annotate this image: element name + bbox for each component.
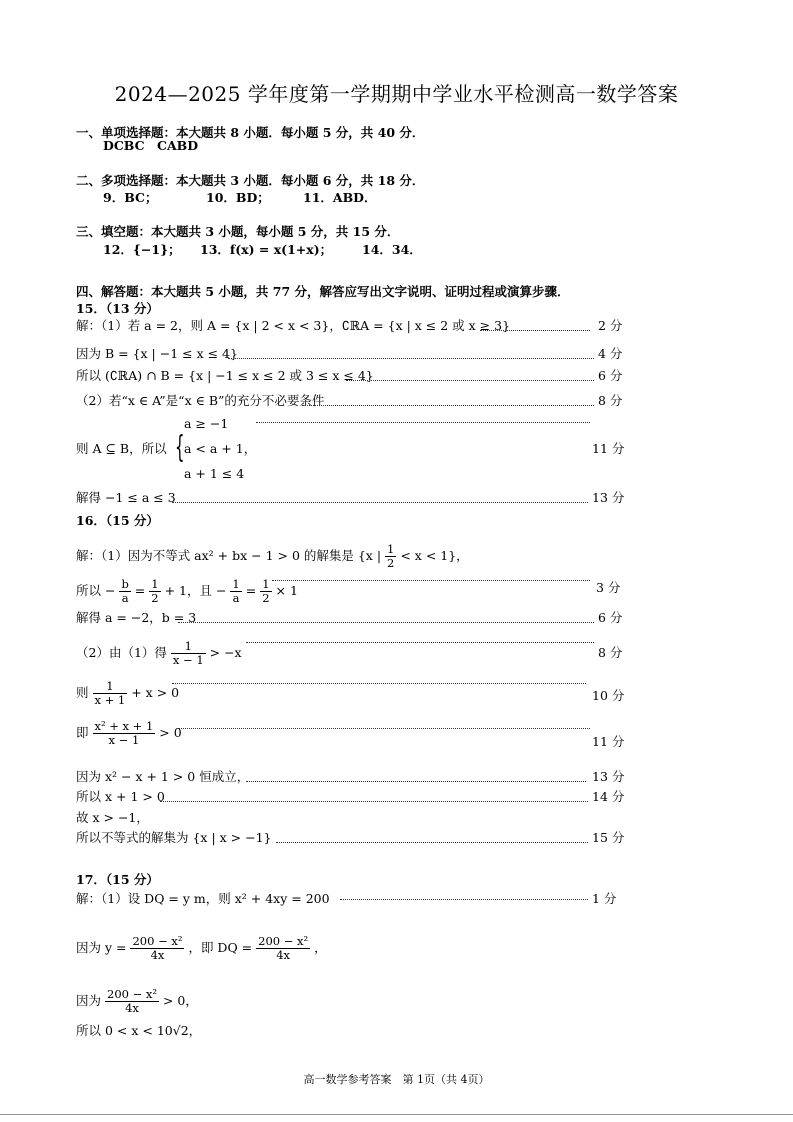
score: 13 分 bbox=[592, 490, 625, 505]
q15-heading: 15．（13 分） bbox=[76, 301, 159, 316]
text: 因为 y = bbox=[76, 940, 127, 955]
q15-line-5: 则 A ⊆ B，所以 bbox=[76, 441, 167, 456]
score: 11 分 bbox=[592, 441, 625, 456]
q17-line-4: 所以 0 < x < 10√2， bbox=[76, 1023, 202, 1038]
section-2-heading: 二、多项选择题：本大题共 3 小题．每小题 6 分，共 18 分． bbox=[76, 173, 425, 188]
numerator: b bbox=[121, 577, 129, 591]
text: 则 bbox=[76, 685, 89, 700]
numerator: 1 bbox=[93, 680, 128, 694]
leader-dots bbox=[346, 380, 594, 381]
leader-dots bbox=[178, 728, 590, 729]
text: 即 bbox=[76, 725, 89, 740]
score: 13 分 bbox=[592, 769, 625, 784]
leader-dots bbox=[172, 683, 586, 684]
numerator: 1 bbox=[171, 640, 206, 654]
leader-dots bbox=[256, 422, 590, 423]
q16-line-8: 所以 x + 1 > 0 bbox=[76, 789, 165, 804]
text: 因为 bbox=[76, 993, 102, 1008]
denominator: x − 1 bbox=[108, 733, 140, 747]
score: 8 分 bbox=[598, 393, 623, 408]
q16-line-1-text: 解：（1）因为不等式 ax² + bx − 1 > 0 的解集是 {x | bbox=[76, 548, 382, 563]
answer-13: 13．f(x) = x(1+x)； bbox=[200, 242, 333, 257]
leader-dots bbox=[276, 842, 588, 843]
q15-line-3: 所以 (∁ℝA) ∩ B = {x | −1 ≤ x ≤ 2 或 3 ≤ x ≤ 4} bbox=[76, 368, 374, 383]
section-1-heading: 一、单项选择题：本大题共 8 小题．每小题 5 分，共 40 分． bbox=[76, 125, 425, 140]
numerator: 200 − x² bbox=[258, 934, 309, 948]
score: 6 分 bbox=[598, 368, 623, 383]
text: = bbox=[134, 583, 146, 598]
section-1-answers: DCBC CABD bbox=[103, 138, 199, 153]
denominator: a bbox=[121, 591, 129, 605]
denominator: 4x bbox=[150, 948, 165, 962]
q17-line-2 bbox=[76, 935, 327, 962]
denominator: x − 1 bbox=[172, 653, 204, 667]
section-3-heading: 三、填空题：本大题共 3 小题，每小题 5 分，共 15 分． bbox=[76, 224, 400, 239]
page-footer: 高一数学参考答案 第 1页（共 4页） bbox=[303, 1073, 490, 1086]
text: 所以 − bbox=[76, 583, 116, 598]
score: 8 分 bbox=[598, 645, 623, 660]
numerator: 1 bbox=[151, 577, 159, 591]
score: 2 分 bbox=[598, 318, 623, 333]
text: ，即 DQ = bbox=[188, 940, 253, 955]
fraction bbox=[260, 578, 271, 605]
q16-line-4 bbox=[76, 640, 242, 667]
numerator: 1 bbox=[232, 577, 240, 591]
score: 3 分 bbox=[596, 580, 621, 595]
q15-line-1: 解：（1）若 a = 2，则 A = {x | 2 < x < 3}，∁ℝA = {x | x ≤ 2 或 x ≥ 3} bbox=[76, 318, 511, 333]
q16-line-2 bbox=[76, 578, 298, 605]
denominator: 2 bbox=[151, 591, 159, 605]
q15-line-2: 因为 B = {x | −1 ≤ x ≤ 4} bbox=[76, 346, 238, 361]
text: = bbox=[245, 583, 257, 598]
fraction bbox=[171, 640, 206, 667]
q16-line-3: 解得 a = −2，b = 3 bbox=[76, 610, 197, 625]
text: × 1 bbox=[275, 583, 298, 598]
fraction bbox=[149, 578, 160, 605]
numerator: 1 bbox=[262, 577, 270, 591]
answer-10: 10．BD； bbox=[206, 190, 270, 205]
numerator: x² + x + 1 bbox=[94, 719, 154, 733]
fraction bbox=[105, 988, 159, 1015]
denominator: x + 1 bbox=[94, 693, 126, 707]
q16-line-7: 因为 x² − x + 1 > 0 恒成立， bbox=[76, 769, 250, 784]
leader-dots bbox=[160, 801, 588, 802]
score: 1 分 bbox=[592, 891, 617, 906]
numerator: 200 − x² bbox=[107, 987, 157, 1001]
fraction bbox=[256, 935, 310, 962]
leader-dots bbox=[480, 330, 590, 331]
text: > 0 bbox=[159, 725, 182, 740]
score: 10 分 bbox=[592, 688, 625, 703]
q16-line-5 bbox=[76, 680, 179, 707]
q15-system-line-1: a ≥ −1 bbox=[184, 416, 229, 431]
fraction bbox=[93, 680, 128, 707]
fraction bbox=[385, 543, 396, 570]
q17-heading: 17．（15 分） bbox=[76, 872, 159, 887]
denominator: 4x bbox=[276, 948, 291, 962]
denominator: a bbox=[232, 591, 240, 605]
text: > −x bbox=[209, 645, 242, 660]
score: 4 分 bbox=[598, 346, 623, 361]
leader-dots bbox=[272, 580, 590, 581]
text: + x > 0 bbox=[131, 685, 180, 700]
q16-line-1 bbox=[76, 543, 469, 570]
page-bottom-divider bbox=[0, 1114, 793, 1115]
leader-dots bbox=[228, 358, 594, 359]
leader-dots bbox=[340, 899, 588, 900]
q17-line-3 bbox=[76, 988, 198, 1015]
numerator: 200 − x² bbox=[132, 934, 183, 948]
fraction bbox=[93, 720, 156, 747]
page-title: 2024—2025 学年度第一学期期中学业水平检测高一数学答案 bbox=[114, 82, 679, 106]
q15-system-line-2: a < a + 1， bbox=[184, 441, 257, 456]
q16-line-10: 所以不等式的解集为 {x | x > −1} bbox=[76, 830, 272, 845]
leader-dots bbox=[246, 642, 594, 643]
q15-system-line-3: a + 1 ≤ 4 bbox=[184, 466, 245, 481]
score: 6 分 bbox=[598, 610, 623, 625]
answer-11: 11．ABD． bbox=[303, 190, 377, 205]
text: + 1，且 − bbox=[164, 583, 227, 598]
q15-line-4: （2）若“x ∈ A”是“x ∈ B”的充分不必要条件 bbox=[76, 393, 325, 408]
leader-dots bbox=[302, 405, 594, 406]
denominator: 2 bbox=[387, 556, 395, 570]
score: 15 分 bbox=[592, 830, 625, 845]
q16-heading: 16．（15 分） bbox=[76, 513, 159, 528]
denominator: 4x bbox=[125, 1001, 139, 1015]
answer-12: 12．{−1}； bbox=[103, 242, 181, 257]
answer-14: 14．34． bbox=[362, 242, 422, 257]
q16-line-1-tail: < x < 1}， bbox=[400, 548, 469, 563]
leader-dots bbox=[178, 622, 594, 623]
fraction bbox=[119, 578, 130, 605]
q15-line-6: 解得 −1 ≤ a ≤ 3 bbox=[76, 490, 176, 505]
text: ， bbox=[314, 940, 327, 955]
text: （2）由（1）得 bbox=[76, 645, 167, 660]
fraction bbox=[230, 578, 241, 605]
brace-symbol: { bbox=[175, 430, 185, 465]
leader-dots bbox=[246, 781, 586, 782]
leader-dots bbox=[172, 502, 588, 503]
q17-line-1: 解：（1）设 DQ = y m，则 x² + 4xy = 200 bbox=[76, 891, 330, 906]
q16-line-9: 故 x > −1， bbox=[76, 810, 149, 825]
numerator: 1 bbox=[387, 542, 395, 556]
denominator: 2 bbox=[262, 591, 270, 605]
score: 11 分 bbox=[592, 734, 625, 749]
score: 14 分 bbox=[592, 789, 625, 804]
q16-line-6 bbox=[76, 720, 182, 747]
text: > 0， bbox=[162, 993, 198, 1008]
answer-9: 9．BC； bbox=[103, 190, 158, 205]
fraction bbox=[130, 935, 184, 962]
section-4-heading: 四、解答题：本大题共 5 小题，共 77 分，解答应写出文字说明、证明过程或演算步骤． bbox=[76, 284, 570, 299]
